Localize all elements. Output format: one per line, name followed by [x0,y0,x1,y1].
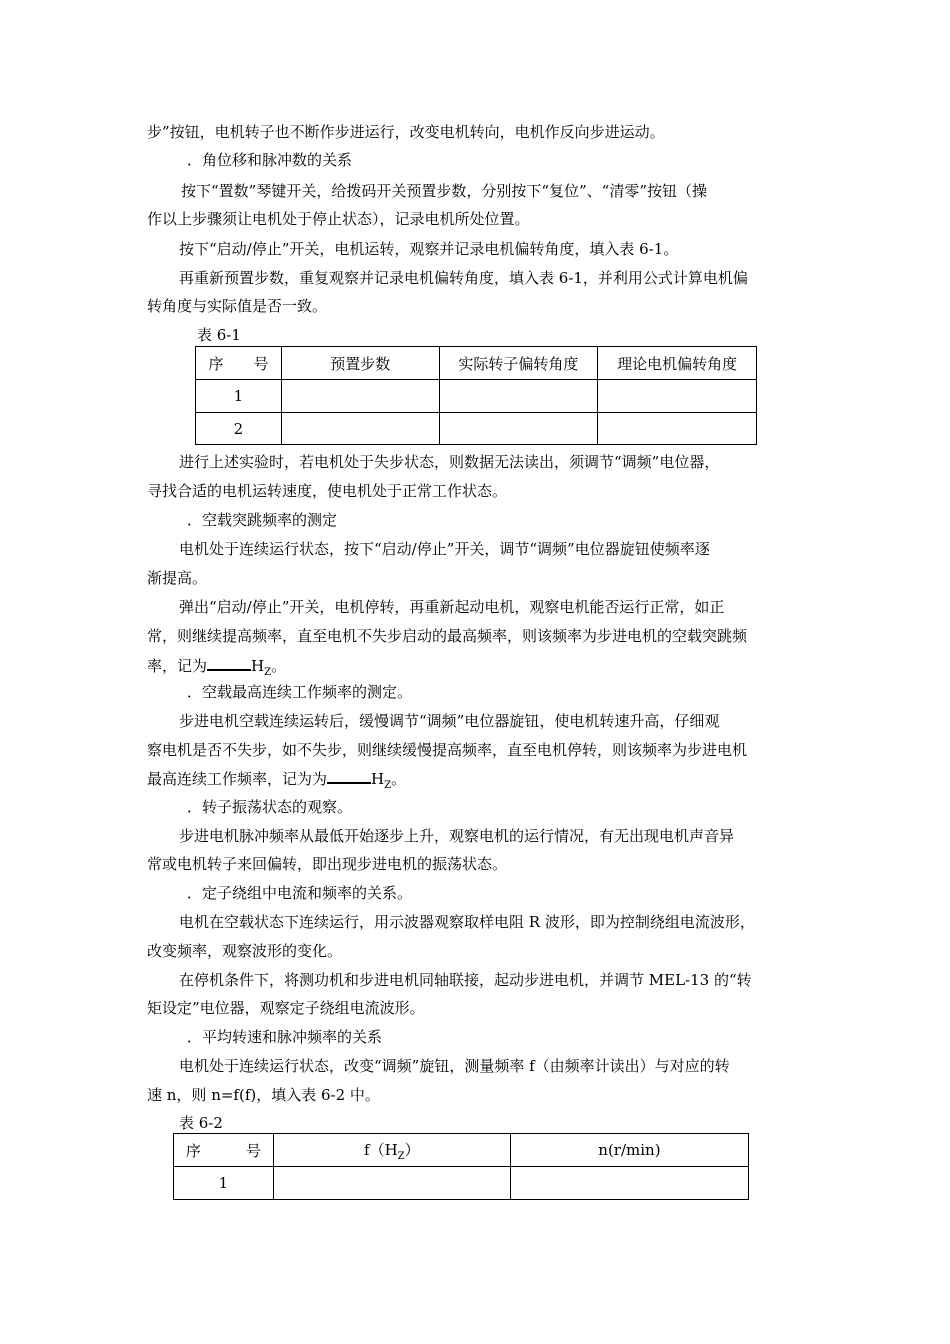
paragraph-line: 常或电机转子来回偏转，即出现步进电机的振荡状态。 [147,855,508,873]
section-heading-stator-current: ．定子绕组中电流和频率的关系。 [187,884,413,902]
paragraph-line-with-blank [147,768,406,796]
table-header-cell: n(r/min) [510,1134,748,1167]
table-cell: 1 [174,1167,274,1200]
header-subscript: Z [397,1150,405,1162]
paragraph-line: 转角度与实际值是否一致。 [147,297,328,315]
paragraph-line: 步进电机脉冲频率从最低开始逐步上升，观察电机的运行情况，有无出现电机声音异 [179,827,735,845]
paragraph-line: 电机处于连续运行状态，改变“调频”旋钮，测量频率 f（由频率计读出）与对应的转 [179,1057,730,1075]
table-6-1 [195,346,757,445]
unit-hz-subscript: Z [384,780,392,791]
paragraph-line: 作以上步骤须让电机处于停止状态），记录电机所处位置。 [147,210,530,228]
paragraph-line: 常，则继续提高频率，直至电机不失步启动的最高频率，则该频率为步进电机的空载突跳频 [147,627,748,645]
table-cell[interactable] [281,413,439,445]
section-heading-no-load-pull-in: ．空载突跳频率的测定 [187,511,338,529]
table-row [196,380,757,413]
paragraph-line: 速 n，则 n=f(f)，填入表 6-2 中。 [147,1086,380,1104]
table-header-cell: 预置步数 [281,347,439,380]
table-row [174,1167,749,1200]
paragraph-line: 再重新预置步数，重复观察并记录电机偏转角度，填入表 6-1，并利用公式计算电机偏 [179,269,748,287]
section-heading-max-continuous: ．空载最高连续工作频率的测定。 [187,683,413,701]
table-6-2 [173,1133,749,1200]
header-text: f（H [364,1140,398,1159]
unit-hz-subscript: Z [264,667,272,678]
fill-in-blank[interactable] [207,655,251,671]
table-cell[interactable] [439,413,598,445]
table-cell[interactable] [598,380,757,413]
table-cell[interactable] [598,413,757,445]
paragraph-line: 步进电机空载连续运转后，缓慢调节“调频”电位器旋钮，使电机转速升高，仔细观 [179,712,720,730]
table-cell: 2 [196,413,282,445]
table-cell[interactable] [510,1167,748,1200]
paragraph-line: 寻找合适的电机运转速度，使电机处于正常工作状态。 [147,482,508,500]
table-header-row [196,347,757,380]
table-header-cell: 序 号 [196,347,282,380]
paragraph-line: 按下“启动/停止”开关，电机运转，观察并记录电机偏转角度，填入表 6-1。 [179,240,679,258]
paragraph-line: 电机处于连续运行状态，按下“启动/停止”开关，调节“调频”电位器旋钮使频率逐 [179,540,710,558]
paragraph-line: 步”按钮，电机转子也不断作步进运行，改变电机转向，电机作反向步进运动。 [147,123,665,141]
paragraph-line: 按下“置数”琴键开关，给拨码开关预置步数，分别按下“复位”、“清零”按钮（操 [181,182,708,200]
table-cell[interactable] [439,380,598,413]
header-text: ） [404,1140,420,1159]
paragraph-line: 察电机是否不失步，如不失步，则继续缓慢提高频率，直至电机停转，则该频率为步进电机 [147,741,748,759]
paragraph-text: 率，记为 [147,657,208,675]
section-heading-average-speed: ．平均转速和脉冲频率的关系 [187,1028,383,1046]
paragraph-text: 。 [391,770,407,788]
section-heading-rotor-oscillation: ．转子振荡状态的观察。 [187,798,353,816]
unit-hz: H [251,657,265,675]
table-header-row [174,1134,749,1167]
table-header-cell: 理论电机偏转角度 [598,347,757,380]
paragraph-text: 最高连续工作频率，记为为 [147,770,328,788]
table-header-cell [273,1134,510,1167]
table-header-cell: 实际转子偏转角度 [439,347,598,380]
paragraph-line: 电机在空载状态下连续运行，用示波器观察取样电阻 R 波形，即为控制绕组电流波形， [179,913,755,931]
table-row [196,413,757,445]
table-header-cell: 序 号 [174,1134,274,1167]
paragraph-text: 。 [271,657,287,675]
table-cell: 1 [196,380,282,413]
table-cell[interactable] [273,1167,510,1200]
table-6-2-caption: 表 6-2 [179,1114,223,1132]
paragraph-line: 弹出“启动/停止”开关，电机停转，再重新起动电机，观察电机能否运行正常，如正 [179,598,725,616]
unit-hz: H [371,770,385,788]
paragraph-line: 矩设定”电位器，观察定子绕组电流波形。 [147,999,425,1017]
paragraph-line: 进行上述实验时，若电机处于失步状态，则数据无法读出，须调节“调频”电位器， [179,453,720,471]
table-6-1-caption: 表 6-1 [197,326,241,344]
section-heading-angular-displacement: ．角位移和脉冲数的关系 [187,151,353,169]
fill-in-blank[interactable] [327,768,371,784]
paragraph-line-with-blank [147,655,286,683]
paragraph-line: 渐提高。 [147,569,208,587]
table-cell[interactable] [281,380,439,413]
paragraph-line: 改变频率，观察波形的变化。 [147,942,343,960]
paragraph-line: 在停机条件下，将测功机和步进电机同轴联接，起动步进电机，并调节 MEL-13 的“转 [179,971,752,989]
